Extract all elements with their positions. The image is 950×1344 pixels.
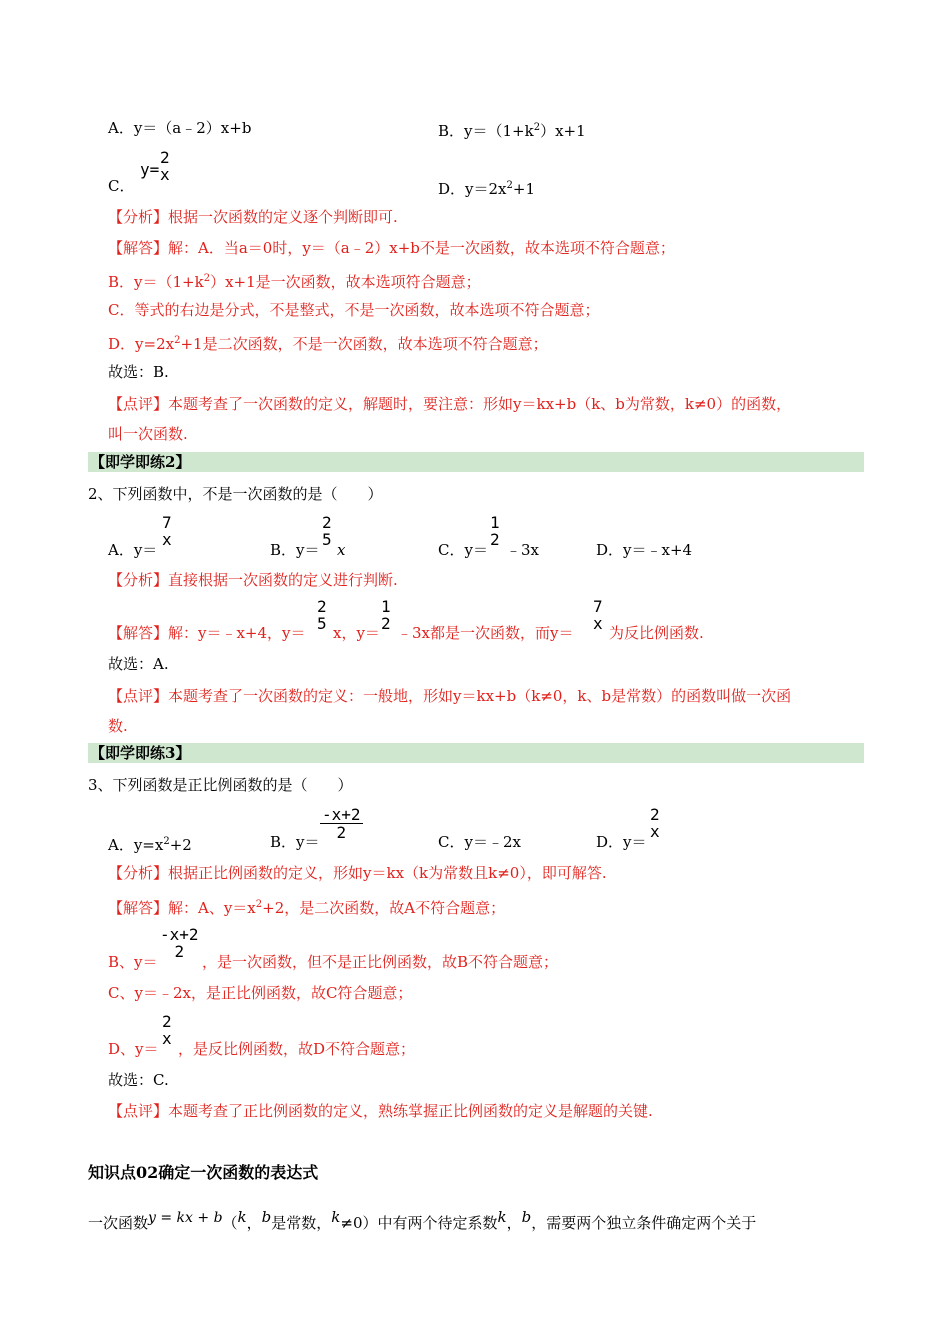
q3-solution-a: 【解答】解：A、$y=x^2+2$，是二次函数，故A不符合题意； (108, 899, 506, 917)
q1-option-b: B．$y=(1+k^2)x+1$ (438, 122, 586, 140)
fraction-numerator: 2 (322, 513, 332, 532)
q1-analysis: 【分析】根据一次函数的定义逐个判断即可. (108, 208, 398, 226)
q3-analysis: 【分析】根据正比例函数的定义，形如y＝kx（k为常数且k≠0），即可解答. (108, 864, 607, 882)
fraction-denominator: x (650, 822, 660, 841)
q2-option-c-fraction (488, 514, 502, 548)
fraction-denominator: 2 (490, 530, 500, 549)
q3-comment: 【点评】本题考查了正比例函数的定义，熟练掌握正比例函数的定义是解题的关键. (108, 1102, 653, 1120)
fraction-numerator: -x+2 (322, 805, 361, 824)
q3-option-b-prefix: B．y＝ (270, 833, 320, 851)
q1-comment-line2: 叫一次函数. (108, 425, 188, 443)
q2-solution-suffix: 为反比例函数. (609, 624, 704, 642)
q2-comment-line2: 数. (108, 717, 128, 735)
fraction-numerator: 7 (593, 597, 603, 616)
q3-option-a: A．$y=x^2+2$ (108, 836, 192, 854)
q1-comment-line1: 【点评】本题考查了一次函数的定义，解题时，要注意：形如y＝kx+b（k、b为常数，k≠0）的函数， (108, 395, 792, 413)
fraction-denominator: x (160, 165, 170, 184)
q3-solution-b-prefix: B、y＝ (108, 953, 158, 971)
fraction-denominator: 5 (322, 530, 332, 549)
q2-solution-mid-2: ﹣3x都是一次函数，而y＝ (397, 624, 574, 642)
fraction-numerator: 2 (160, 148, 170, 167)
fraction-numerator: 2 (317, 597, 327, 616)
q1-option-c-lhs: y= (140, 160, 160, 179)
fraction-numerator: 1 (381, 597, 391, 616)
q1-choice: 故选：B. (108, 363, 169, 381)
q2-solution-fraction-2 (379, 598, 393, 632)
q1-solution-b: B．$y=(1+k^2)x+1$是一次函数，故本选项符合题意； (108, 273, 481, 291)
q2-option-d: D．y＝﹣x+4 (596, 541, 693, 559)
formula: y = kx + b (148, 1210, 223, 1226)
q2-solution-mid-1: x，y＝ (333, 624, 380, 642)
q2-option-c-suffix: ﹣3x (506, 541, 540, 559)
fraction-denominator: 2 (320, 823, 363, 841)
q2-option-a-prefix: A．y＝ (108, 541, 158, 559)
fraction-denominator: x (162, 530, 172, 549)
practice-band-2: 【即学即练2】 (88, 452, 864, 472)
q2-comment-line1: 【点评】本题考查了一次函数的定义：一般地，形如y＝kx+b（k≠0，k、b是常数）的函数叫做一次函 (108, 687, 792, 705)
q2-option-b-prefix: B．y＝ (270, 541, 320, 559)
q2-choice: 故选：A. (108, 655, 169, 673)
fraction-denominator: x (593, 614, 603, 633)
q1-option-c-label: C． (108, 177, 135, 195)
q2-option-b-suffix: x (337, 541, 346, 559)
q3-option-d-prefix: D．y＝ (596, 833, 647, 851)
fraction-numerator: 1 (490, 513, 500, 532)
q2-option-a-fraction (160, 514, 174, 548)
section-heading: 知识点02确定一次函数的表达式 (88, 1163, 319, 1182)
q2-option-c-prefix: C．y＝ (438, 541, 488, 559)
q1-solution-c: C．等式的右边是分式，不是整式，不是一次函数，故本选项不符合题意； (108, 301, 600, 319)
q2-solution-fraction-1 (315, 598, 329, 632)
q3-option-c: C．y＝﹣2x (438, 833, 521, 851)
fraction-denominator: 2 (174, 942, 185, 961)
practice-band-3: 【即学即练3】 (88, 743, 864, 763)
q2-stem: 2、下列函数中，不是一次函数的是（ ） (88, 485, 383, 503)
fraction-numerator: 2 (162, 1012, 172, 1031)
q1-solution-d: D．$y=2x^2+1$是二次函数，不是一次函数，故本选项不符合题意； (108, 335, 548, 353)
q3-solution-d-prefix: D、y＝ (108, 1040, 159, 1058)
q3-option-b-fraction (320, 806, 363, 841)
fraction-denominator: 5 (317, 614, 327, 633)
q1-option-c-fraction (158, 149, 172, 183)
section-text: 一次函数y = kx + b（k，b是常数，k≠0）中有两个待定系数k，b，需要两个独立条件确定两个关于 (88, 1208, 757, 1232)
q2-option-b-fraction (320, 514, 334, 548)
q3-solution-b-fraction (158, 926, 201, 960)
fraction-denominator: 2 (381, 614, 391, 633)
fraction-numerator: 7 (162, 513, 172, 532)
q3-solution-d-fraction (160, 1013, 174, 1047)
fraction-numerator: 2 (650, 805, 660, 824)
q2-solution-fraction-3 (591, 598, 605, 632)
q1-solution: 【解答】解：A．当a＝0时，y＝（a﹣2）x+b不是一次函数，故本选项不符合题意； (108, 239, 675, 257)
q3-solution-c: C、y＝﹣2x，是正比例函数，故C符合题意； (108, 984, 413, 1002)
q3-solution-d-suffix: ，是反比例函数，故D不符合题意； (178, 1040, 416, 1058)
q3-solution-b-suffix: ，是一次函数，但不是正比例函数，故B不符合题意； (202, 953, 559, 971)
q2-solution-prefix: 【解答】解：y＝﹣x+4，y＝ (108, 624, 306, 642)
q2-analysis: 【分析】直接根据一次函数的定义进行判断. (108, 571, 398, 589)
q3-choice: 故选：C. (108, 1071, 169, 1089)
fraction-denominator: x (162, 1029, 172, 1048)
q1-option-a: A．y＝（a﹣2）x+b (108, 119, 252, 137)
q3-stem: 3、下列函数是正比例函数的是（ ） (88, 776, 353, 794)
q1-option-d: D．$y=2x^2+1$ (438, 180, 536, 198)
fraction-numerator: -x+2 (160, 925, 199, 944)
q3-option-d-fraction (648, 806, 662, 840)
